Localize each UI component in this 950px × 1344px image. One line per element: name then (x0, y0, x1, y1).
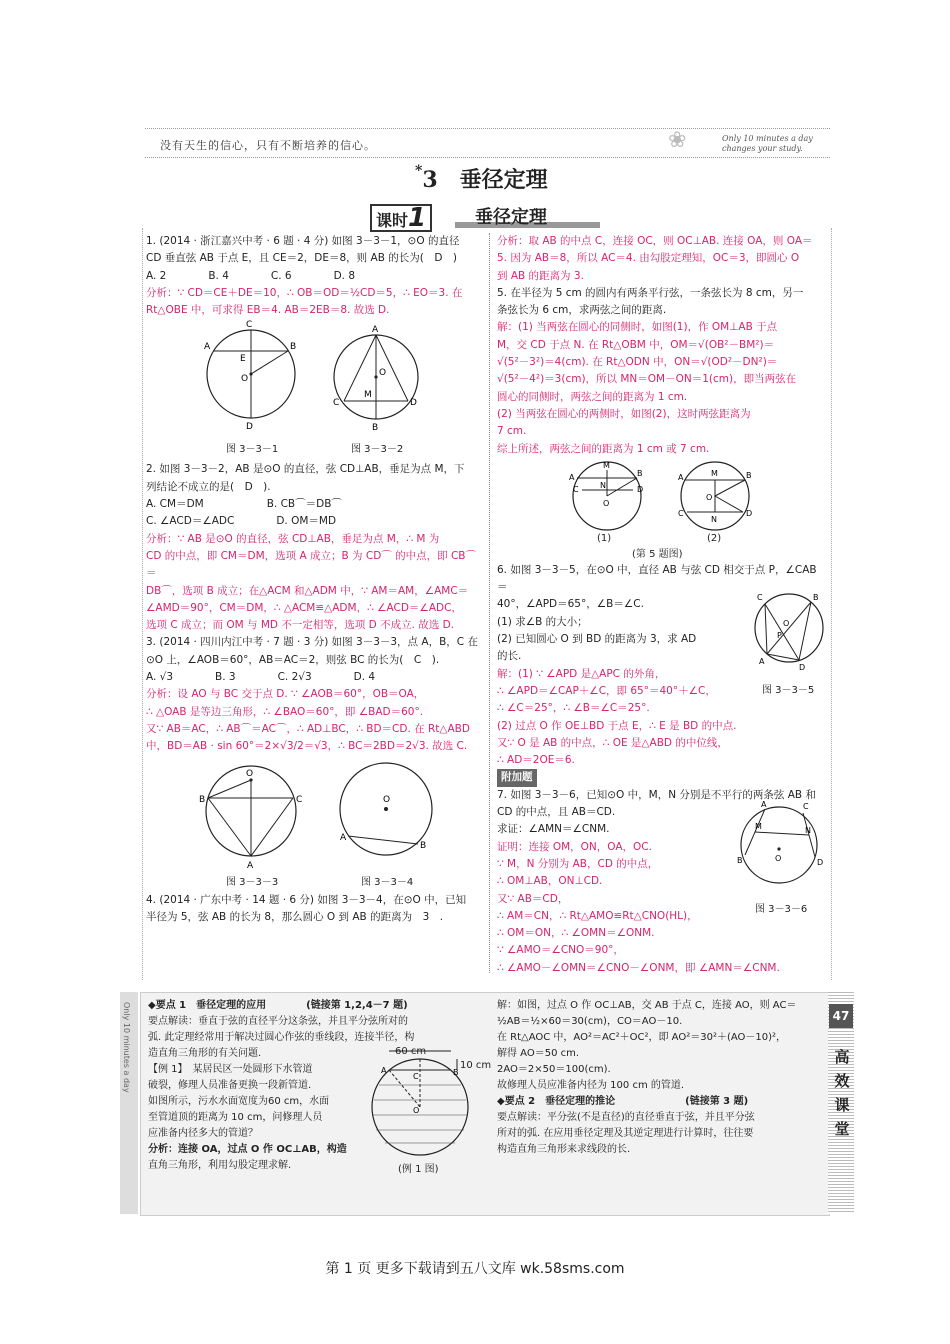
right-col-top-line: 综上所述，两弦之间的距离为 1 cm 或 7 cm. (497, 442, 710, 455)
section-title (415, 163, 548, 194)
figure-5 (497, 458, 827, 562)
addon-label: 附加题 (497, 769, 537, 786)
left-column (146, 233, 481, 926)
box-left-line: 【例 1】 某居民区一处圆形下水管道 (148, 1064, 313, 1075)
svg-text:M: M (364, 390, 372, 401)
svg-text:D: D (410, 398, 417, 409)
svg-text:O: O (379, 368, 387, 379)
svg-text:O: O (241, 374, 249, 385)
q2-line: 2. 如图 3－3－2，AB 是⊙O 的直径，弦 CD⊥AB，垂足为点 M，下 (146, 463, 465, 476)
example-width-label: 60 cm (395, 1046, 427, 1057)
fig-3-3-5-caption: 图 3－3－5 (762, 684, 815, 696)
q2-line: CD 的中点，即 CM＝DM，选项 A 成立；B 为 CD⌒ 的中点，即 CB⌒＝ (146, 549, 476, 580)
svg-text:B: B (420, 840, 427, 851)
box-right-line: 解得 AO＝50 cm. (497, 1048, 580, 1059)
figure-row-2 (146, 756, 481, 892)
svg-text:C: C (573, 484, 579, 494)
left-col-line: CD 垂直弦 AB 于点 E，且 CE＝2，DE＝8，则 AB 的长为( D ) (146, 252, 458, 265)
svg-text:E: E (240, 354, 246, 365)
question-4 (146, 892, 481, 927)
box-left-line: 要点解读：垂直于弦的直径平分这条弦，并且平分弦所对的 (148, 1016, 408, 1027)
header-english (722, 134, 813, 154)
box-left-line: ◆要点 1 垂径定理的应用 (链接第 1,2,4－7 题) (148, 1000, 408, 1011)
lesson-name: 垂径定理 (475, 207, 547, 228)
box-left-line: 造直角三角形的有关问题. (148, 1048, 262, 1059)
q6-line: ∴ ∠APD＝∠CAP＋∠C，即 65°＝40°＋∠C， (497, 684, 716, 697)
q3-line: 又∵ AB＝AC，∴ AB⌒＝AC⌒，∴ AD⊥BC，∴ BD＝CD. 在 Rt△ABD (146, 722, 470, 735)
question-4-5-solution (497, 233, 827, 458)
q3-line: ∴ △OAB 是等边三角形，∴ ∠BAO＝60°，即 ∠BAD＝60°. (146, 705, 424, 718)
fig-3-3-3-caption: 图 3－3－3 (226, 876, 279, 888)
svg-text:A: A (204, 342, 211, 353)
q6-line: 解：(1) ∵ ∠APD 是△APC 的外角， (497, 667, 666, 680)
svg-text:A: A (761, 800, 767, 810)
q7-line: ∴ OM⊥AB，ON⊥CD. (497, 875, 603, 888)
section-name: 垂径定理 (459, 167, 548, 193)
q6-line: ∴ ∠C＝25°，∴ ∠B＝∠C＝25°. (497, 702, 650, 715)
svg-text:D: D (746, 508, 753, 518)
q6-line: (2) 已知圆心 O 到 BD 的距离为 3，求 AD (497, 633, 697, 646)
fig-5-caption-2: (2) (707, 532, 722, 544)
question-6-block (497, 562, 827, 770)
english-line-1: Only 10 minutes a day (722, 134, 813, 143)
flower-icon: ❀ (668, 128, 687, 153)
q3-line: ⊙O 上，∠AOB＝60°，AB＝AC＝2，则弦 BC 的长为( C ). (146, 653, 440, 666)
fig-5-caption-1: (1) (597, 532, 612, 544)
svg-text:O: O (383, 794, 391, 805)
q2-line: 分析：∵ AB 是⊙O 的直径，弦 CD⊥AB，垂足为点 M，∴ M 为 (146, 532, 440, 545)
lesson-number: 1 (408, 203, 427, 233)
q6-line: 6. 如图 3－3－5，在⊙O 中，直径 AB 与弦 CD 相交于点 P，∠CAB＝ (497, 563, 817, 594)
box-right-line: 要点解读：平分弦(不是直径)的直径垂直于弦，并且平分弦 (497, 1112, 755, 1123)
q7-line: ∵ M，N 分别为 AB，CD 的中点， (497, 857, 659, 870)
svg-text:M: M (603, 460, 610, 470)
right-col-top-line: 7 cm. (497, 425, 527, 438)
side-tab-text: 高效课堂 (834, 1048, 850, 1138)
svg-text:B: B (453, 1068, 459, 1077)
q7-line: 又∵ AB＝CD， (497, 892, 569, 905)
svg-text:O: O (783, 618, 790, 628)
svg-text:A: A (678, 472, 684, 482)
svg-text:O: O (603, 498, 610, 508)
lesson-label: 课时 (376, 211, 409, 230)
svg-text:C: C (413, 1072, 419, 1081)
svg-text:O: O (775, 854, 782, 864)
right-col-top-line: 到 AB 的距离为 3. (497, 269, 584, 282)
svg-text:A: A (340, 832, 347, 843)
svg-text:P: P (777, 630, 782, 640)
page-number: 47 (829, 1004, 853, 1028)
svg-text:B: B (199, 794, 206, 805)
fig-5-caption: (第 5 题图) (632, 548, 683, 560)
right-col-top-line: 圆心的同侧时，两弦之间的距离为 1 cm. (497, 390, 688, 403)
q7-line: CD 的中点，且 AB＝CD. (497, 806, 616, 819)
left-col-line: 1. (2014 · 浙江嘉兴中考 · 6 题 · 4 分) 如图 3－3－1，⊙O 的直径 (146, 235, 460, 247)
q6-line: (1) 求∠B 的大小； (497, 615, 588, 628)
q6-line: 的长. (497, 650, 522, 663)
q2-line: A. CM＝DM B. CB⌒＝DB⌒ (146, 498, 342, 511)
box-left-line: 弧. 此定理经常用于解决过圆心作弦的垂线段，连接半径，构 (148, 1032, 415, 1043)
section-star: * (415, 163, 423, 179)
svg-text:N: N (711, 514, 717, 524)
svg-text:A: A (381, 1066, 387, 1075)
svg-text:M: M (711, 468, 718, 478)
box-right-line: 所对的弧. 在应用垂径定理及其逆定理进行计算时，往往要 (497, 1128, 754, 1139)
box-left-line: 直角三角形，利用勾股定理求解. (148, 1160, 292, 1171)
q2-line: C. ∠ACD＝∠ADC D. OM＝MD (146, 515, 337, 528)
question-7-block (497, 769, 827, 977)
figure-3-3-6 (737, 799, 827, 889)
svg-text:B: B (737, 856, 743, 866)
svg-text:D: D (246, 422, 253, 433)
right-col-top-line: 解：(1) 当两弦在圆心的同侧时，如图(1)，作 OM⊥AB 于点 (497, 321, 778, 334)
svg-text:D: D (799, 662, 806, 672)
svg-text:A: A (372, 325, 379, 336)
svg-text:B: B (290, 342, 297, 353)
right-column (497, 233, 827, 977)
svg-text:A: A (247, 860, 254, 871)
q6-line: 又∵ O 是 AB 的中点，∴ OE 是△ABD 的中位线， (497, 736, 728, 749)
q6-line: 40°，∠APD＝65°，∠B＝∠C. (497, 598, 644, 611)
example-1-figure (365, 1045, 475, 1165)
question-3 (146, 634, 481, 755)
box-left-line: 应准备内径多大的管道？ (148, 1128, 258, 1139)
right-col-top-line: 分析：取 AB 的中点 C，连接 OC，则 OC⊥AB. 连接 OA，则 OA＝ (497, 235, 813, 247)
q4-line: 4. (2014 · 广东中考 · 14 题 · 6 分) 如图 3－3－4，在⊙O 中，已知 (146, 893, 467, 906)
svg-text:A: A (759, 656, 765, 666)
example-caption: (例 1 图) (398, 1164, 439, 1175)
figure-row-1 (146, 319, 481, 461)
box-right-line: ½AB＝½×60＝30(cm)，CO＝AO－10. (497, 1016, 683, 1027)
svg-text:B: B (372, 423, 379, 434)
svg-text:O: O (706, 492, 713, 502)
figures-3-4 (146, 756, 481, 892)
question-2 (146, 461, 481, 634)
right-col-top-line: 条弦长为 6 cm，求两弦之间的距离. (497, 304, 667, 317)
left-col-line: A. 2 B. 4 C. 6 D. 8 (146, 269, 356, 282)
q3-line: 中，BD＝AB · sin 60°＝2×√3/2＝√3，∴ BC＝2BD＝2√3. 故选 C. (146, 740, 468, 753)
svg-text:B: B (813, 592, 819, 602)
figure-3-3-5 (749, 588, 829, 678)
column-divider (489, 233, 490, 973)
left-side-strip (120, 992, 138, 1214)
box-right-line: 构造直角三角形来求线段的长. (497, 1144, 631, 1155)
q4-line: 半径为 5，弦 AB 的长为 8，那么圆心 O 到 AB 的距离为 3 . (146, 910, 444, 923)
right-col-top-line: √(5²－4²)＝3(cm)，所以 MN＝OM－ON＝1(cm)，即当两弦在 (497, 373, 797, 386)
svg-text:N: N (600, 480, 606, 490)
q2-line: 列结论不成立的是( D ). (146, 480, 271, 493)
fig-3-3-2-caption: 图 3－3－2 (351, 444, 404, 456)
left-strip-text: Only 10 minutes a day (122, 1002, 131, 1093)
q7-line: 7. 如图 3－3－6，已知⊙O 中，M，N 分别是不平行的两条弦 AB 和 (497, 788, 816, 801)
right-col-top-line: (2) 当两弦在圆心的两侧时，如图(2)，这时两弦距离为 (497, 407, 751, 420)
fig-3-3-1-caption: 图 3－3－1 (226, 444, 279, 456)
q7-line: 证明：连接 OM，ON，OA，OC. (497, 840, 652, 853)
box-right-line: 在 Rt△AOC 中，AO²＝AC²＋OC²，即 AO²＝30²＋(AO－10)²， (497, 1032, 787, 1043)
box-right-line: 解：如图，过点 O 作 OC⊥AB，交 AB 于点 C，连接 AO，则 AC＝ (497, 1000, 797, 1011)
key-point-2 (497, 998, 817, 1158)
svg-text:B: B (746, 470, 752, 480)
svg-text:C: C (803, 802, 809, 812)
right-col-top-line: √(5²－3²)＝4(cm). 在 Rt△ODN 中，ON＝√(OD²－DN²)＝ (497, 356, 778, 369)
q6-line: (2) 过点 O 作 OE⊥BD 于点 E，∴ E 是 BD 的中点. (497, 719, 737, 732)
q2-line: 选项 C 成立；而 OM 与 MD 不一定相等，选项 D 不成立. 故选 D. (146, 619, 455, 632)
q7-line: ∵ ∠AMO＝∠CNO＝90°， (497, 944, 624, 957)
page-footer: 第 1 页 更多下载请到五八文库 wk.58sms.com (325, 1261, 625, 1277)
right-col-top-line: 5. 因为 AB＝8，所以 AC＝4. 由勾股定理知，OC＝3，即圆心 O (497, 252, 800, 265)
q3-line: 分析：设 AO 与 BC 交于点 D. ∵ ∠AOB＝60°，OB＝OA， (146, 688, 425, 701)
section-number: 3 (422, 167, 438, 193)
box-left-line: 破裂，修理人员准备更换一段新管道. (148, 1080, 312, 1091)
right-col-top-line: M，交 CD 于点 N. 在 Rt△OBM 中，OM＝√(OB²－BM²)＝ (497, 338, 775, 351)
english-line-2: changes your study. (722, 144, 803, 153)
box-right-line: 2AO＝2×50＝100(cm). (497, 1064, 611, 1075)
q7-line: ∴ AM＝CN，∴ Rt△AMO≌Rt△CNO(HL)， (497, 909, 698, 922)
box-right-line: ◆要点 2 垂径定理的推论 (链接第 3 题) (497, 1096, 749, 1107)
svg-text:O: O (413, 1106, 420, 1115)
svg-text:C: C (678, 508, 684, 518)
q7-line: 求证：∠AMN＝∠CNM. (497, 823, 610, 836)
svg-text:D: D (637, 484, 644, 494)
svg-text:C: C (296, 794, 303, 805)
box-left-line: 至管道顶的距离为 10 cm，问修理人员 (148, 1112, 323, 1123)
right-col-top-line: 5. 在半径为 5 cm 的圆内有两条平行弦，一条弦长为 8 cm，另一 (497, 286, 804, 299)
box-left-line: 如图所示，污水水面宽度为60 cm，水面 (148, 1096, 330, 1107)
q6-line: ∴ AD＝2OE＝6. (497, 754, 575, 767)
fig-3-3-4-caption: 图 3－3－4 (361, 876, 414, 888)
box-left-line: 分析：连接 OA，过点 O 作 OC⊥AB，构造 (148, 1144, 347, 1155)
q7-line: ∴ OM＝ON，∴ ∠OMN＝∠ONM. (497, 927, 655, 940)
q3-line: 3. (2014 · 四川内江中考 · 7 题 · 3 分) 如图 3－3－3，点 A，B，C 在 (146, 636, 478, 649)
q2-line: DB⌒，选项 B 成立；在△ACM 和△ADM 中，∵ AM＝AM，∠AMC＝ (146, 584, 469, 597)
svg-text:B: B (637, 468, 643, 478)
q2-line: ∠AMD＝90°，CM＝DM，∴ △ACM≌△ADM，∴ ∠ACD＝∠ADC， (146, 601, 462, 614)
example-depth-label: 10 cm (460, 1060, 492, 1071)
svg-text:C: C (757, 592, 763, 602)
left-col-line: 分析：∵ CD＝CE＋DE＝10，∴ OB＝OD＝½CD＝5，∴ EO＝3. 在 (146, 286, 463, 299)
svg-text:N: N (805, 826, 811, 836)
svg-text:C: C (333, 398, 340, 409)
header-motto: 没有天生的信心，只有不断培养的信心。 (160, 139, 376, 152)
svg-text:D: D (817, 858, 824, 868)
q7-line: ∴ ∠AMO－∠OMN＝∠CNO－∠ONM，即 ∠AMN＝∠CNM. (497, 961, 780, 974)
svg-text:A: A (569, 472, 575, 482)
svg-text:M: M (755, 822, 762, 832)
question-1 (146, 233, 481, 319)
svg-text:O: O (246, 768, 254, 779)
box-right-line: 故修理人员应准备内径为 100 cm 的管道. (497, 1080, 685, 1091)
svg-text:C: C (246, 320, 253, 331)
left-col-line: Rt△OBE 中，可求得 EB＝4. AB＝2EB＝8. 故选 D. (146, 304, 390, 317)
q3-line: A. √3 B. 3 C. 2√3 D. 4 (146, 671, 376, 684)
fig-3-3-6-caption: 图 3－3－6 (755, 904, 808, 916)
figures-1-2 (146, 319, 481, 461)
